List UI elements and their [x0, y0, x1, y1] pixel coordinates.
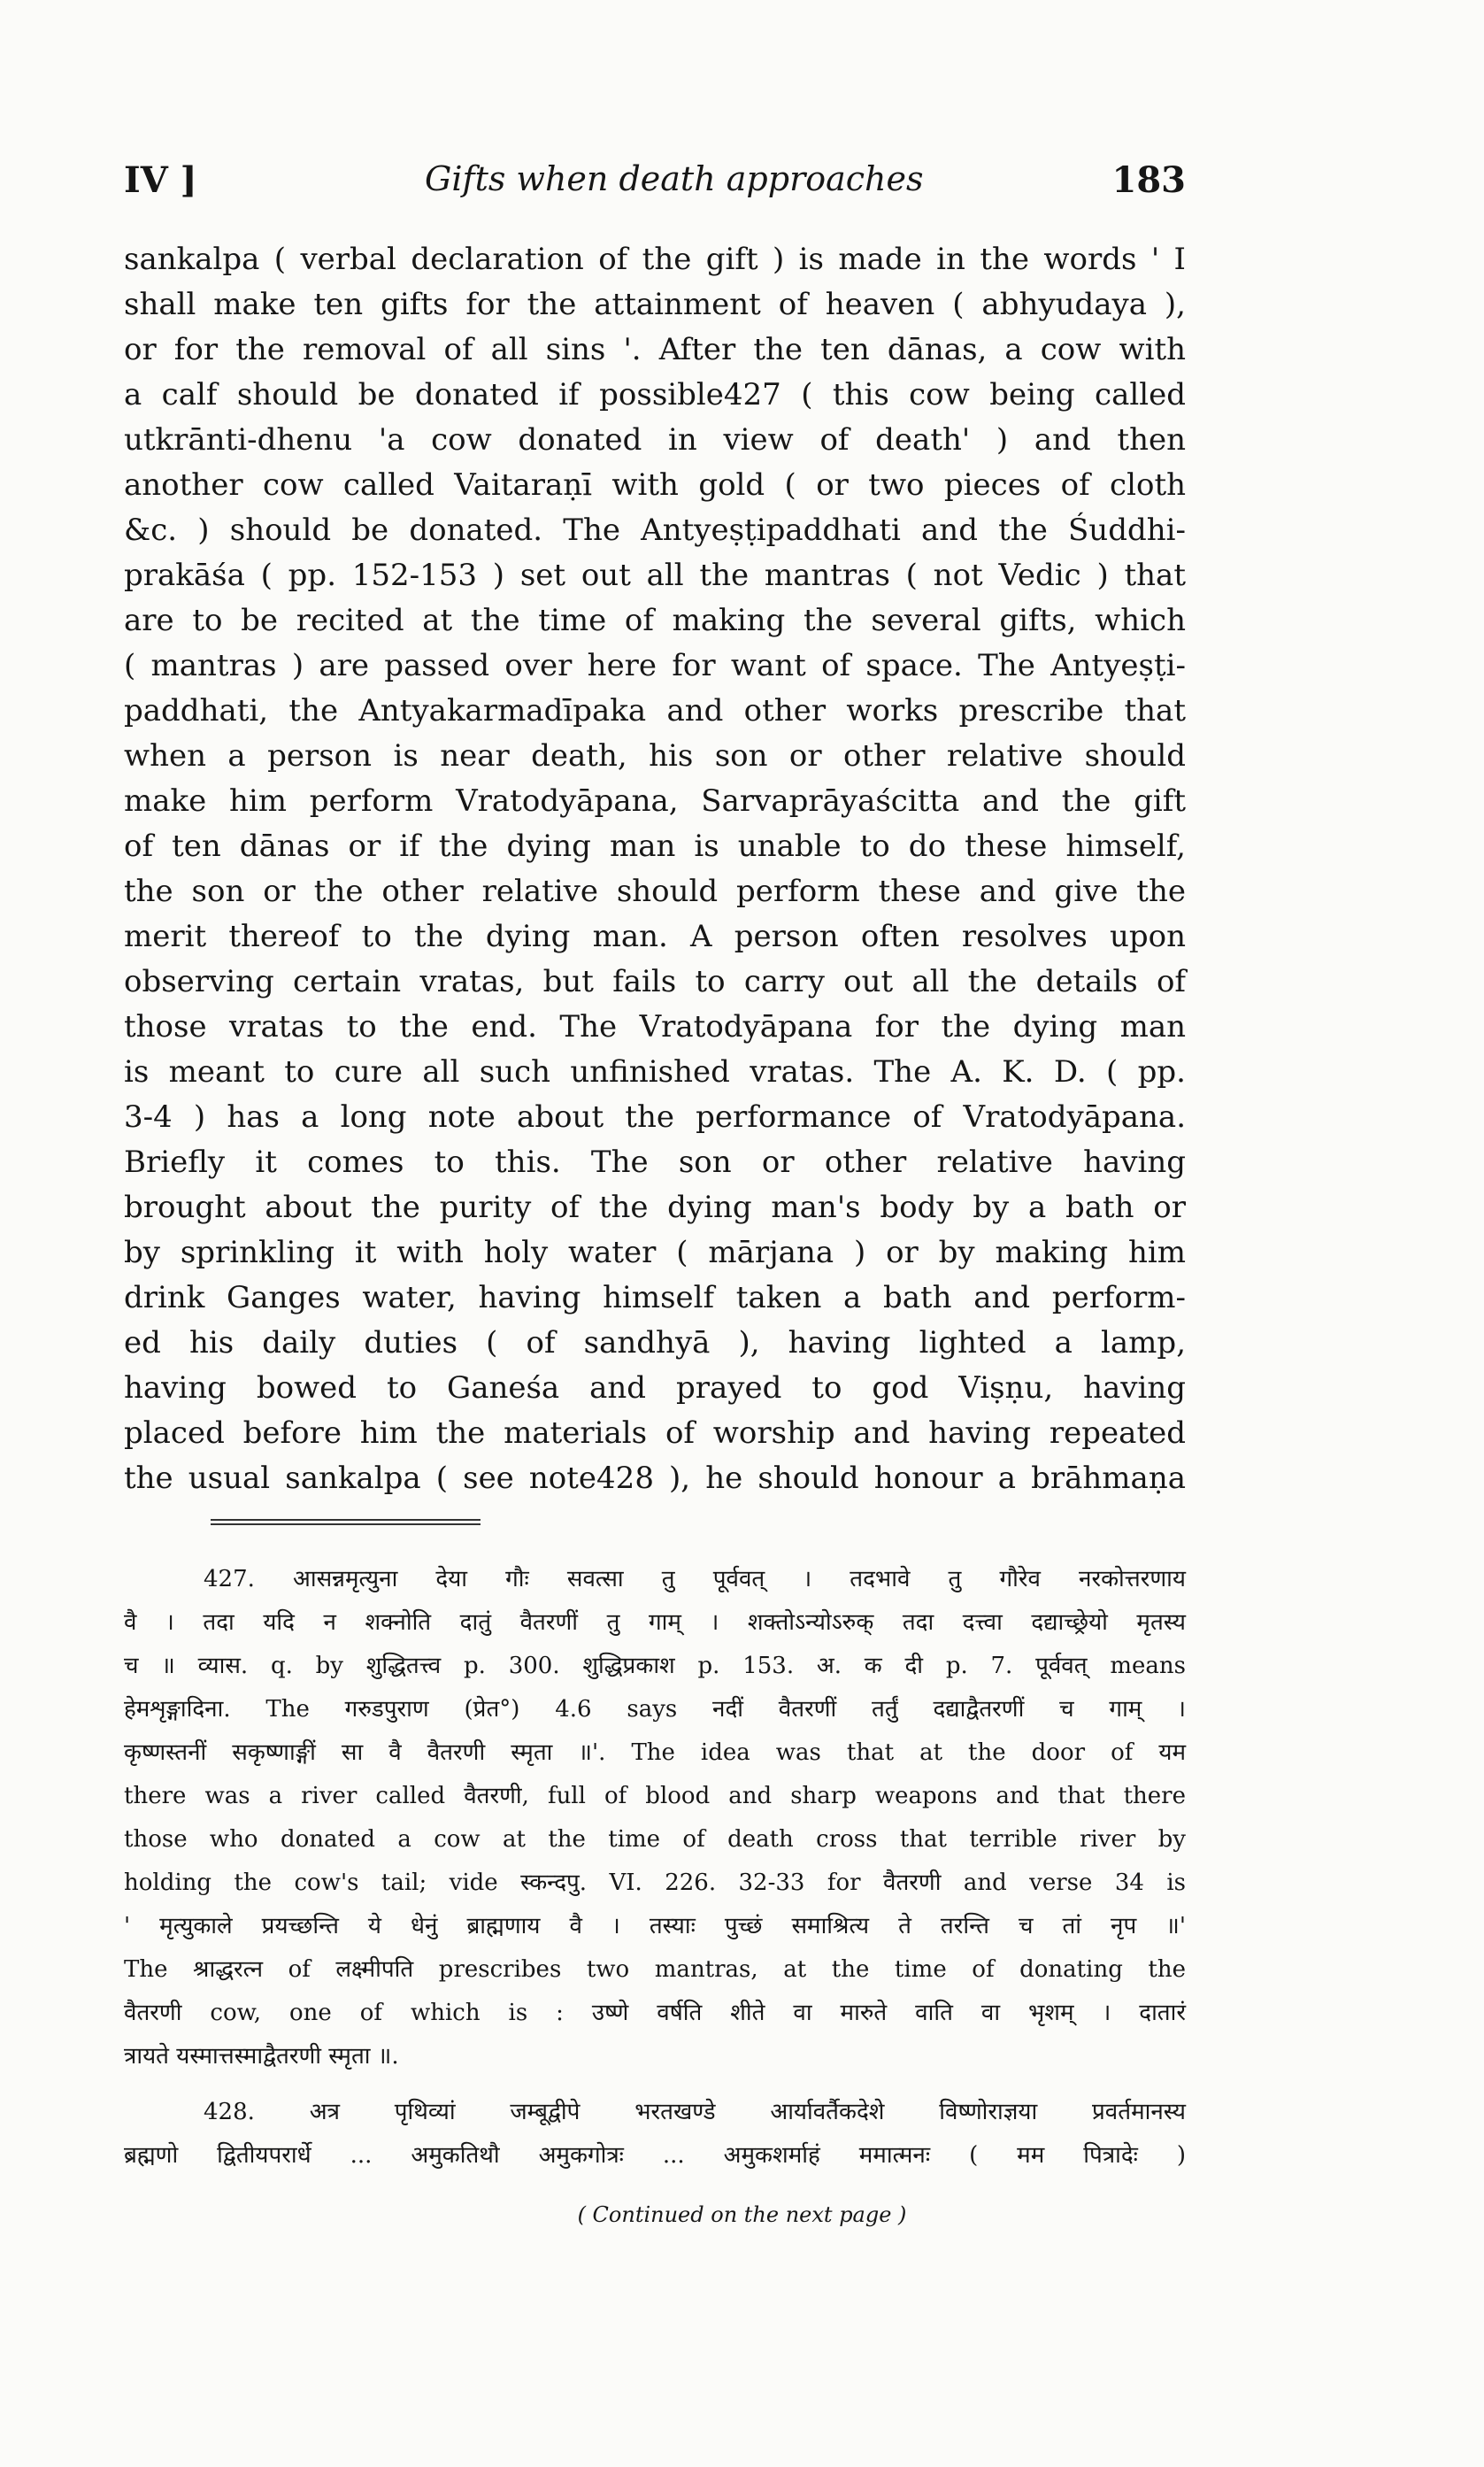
text-line: brought about the purity of the dying man's body by a bath or	[124, 1190, 1186, 1225]
text-line: the usual sankalpa ( see note428 ), he should honour a brāhmaṇa	[124, 1461, 1186, 1496]
text-line: ed his daily duties ( of sandhyā ), having lighted a lamp,	[124, 1325, 1186, 1361]
text-line: is meant to cure all such unfinished vratas. The A. K. D. ( pp.	[124, 1054, 1186, 1090]
text-line: are to be recited at the time of making the several gifts, which	[124, 603, 1186, 638]
text-line: sankalpa ( verbal declaration of the gift ) is made in the words ' I	[124, 242, 1186, 277]
text-line: a calf should be donated if possible427 ( this cow being called	[124, 377, 1186, 412]
text-line: 3-4 ) has a long note about the performance of Vratodyāpana.	[124, 1099, 1186, 1135]
main-text	[124, 237, 1186, 1501]
text-line: drink Ganges water, having himself taken a bath and perform-	[124, 1280, 1186, 1315]
text-line: another cow called Vaitaraṇī with gold ( or two pieces of cloth	[124, 467, 1186, 503]
footnote-line: ब्रह्मणो द्वितीयपरार्धे ... अमुकतिथौ अमुकगोत्रः ... अमुकशर्माहं ममात्मनः ( मम पित्रादेः )	[124, 2142, 1186, 2169]
footnote-line: ' मृत्युकाले प्रयच्छन्ति ये धेनुं ब्राह्मणाय वै । तस्याः पुच्छं समाश्रित्य ते तरन्ति च तां नृप ॥'	[124, 1913, 1186, 1939]
footnote-line: holding the cow's tail; vide स्कन्दपु. VI. 226. 32-33 for वैतरणी and verse 34 is	[124, 1870, 1186, 1896]
running-header	[124, 159, 1186, 212]
text-line: utkrānti-dhenu 'a cow donated in view of death' ) and then	[124, 422, 1186, 458]
text-line: paddhati, the Antyakarmadīpaka and other works prescribe that	[124, 693, 1186, 729]
text-line: those vratas to the end. The Vratodyāpana for the dying man	[124, 1009, 1186, 1045]
footnote-line: वैतरणी cow, one of which is : उष्णे वर्षति शीते वा मारुते वाति वा भृशम् । दातारं	[124, 2000, 1186, 2026]
chapter-marker: IV ]	[124, 159, 197, 201]
footnote-line: वै । तदा यदि न शक्नोति दातुं वैतरणीं तु गाम् । शक्तोऽन्योऽरुक् तदा दत्त्वा दद्याच्छ्रेयो मृतस्य	[124, 1609, 1186, 1636]
footnote-line: The श्राद्धरत्न of लक्ष्मीपति prescribes two mantras, at the time of donating the	[124, 1956, 1186, 1983]
text-line: placed before him the materials of worship and having repeated	[124, 1415, 1186, 1451]
footnote-line: हेमशृङ्गादिना. The गरुडपुराण (प्रेत°) 4.6 says नदीं वैतरणीं तर्तुं दद्याद्वैतरणीं च गाम् ।	[124, 1696, 1186, 1723]
text-line: by sprinkling it with holy water ( mārjana ) or by making him	[124, 1235, 1186, 1270]
text-line: ( mantras ) are passed over here for want of space. The Antyeṣṭi-	[124, 648, 1186, 683]
continued-note: ( Continued on the next page )	[577, 2202, 907, 2227]
text-line: the son or the other relative should perform these and give the	[124, 874, 1186, 909]
running-title: Gifts when death approaches	[425, 159, 924, 198]
text-line: having bowed to Ganeśa and prayed to god Viṣṇu, having	[124, 1370, 1186, 1406]
text-line: observing certain vratas, but fails to carry out all the details of	[124, 964, 1186, 999]
footnote-line: there was a river called वैतरणी, full of blood and sharp weapons and that there	[124, 1783, 1186, 1809]
footnote-line: कृष्णस्तनीं सकृष्णाङ्गीं सा वै वैतरणी स्मृता ॥'. The idea was that at the door of यम	[124, 1739, 1186, 1766]
footnotes	[124, 1558, 1186, 2178]
footnote-line: 427. आसन्नमृत्युना देया गौः सवत्सा तु पूर्ववत् । तदभावे तु गौरेव नरकोत्तरणाय	[204, 1566, 1186, 1592]
text-line: &c. ) should be donated. The Antyeṣṭipaddhati and the Śuddhi-	[124, 513, 1186, 548]
footnote-line: त्रायते यस्मात्तस्माद्वैतरणी स्मृता ॥.	[124, 2043, 399, 2070]
text-line: when a person is near death, his son or other relative should	[124, 738, 1186, 774]
footnote-line: च ॥ व्यास. q. by शुद्धितत्त्व p. 300. शुद्धिप्रकाश p. 153. अ. क दी p. 7. पूर्ववत् means	[124, 1653, 1186, 1679]
footnote-line: those who donated a cow at the time of death cross that terrible river by	[124, 1826, 1186, 1853]
text-line: prakāśa ( pp. 152-153 ) set out all the mantras ( not Vedic ) that	[124, 558, 1186, 593]
text-line: of ten dānas or if the dying man is unable to do these himself,	[124, 829, 1186, 864]
footnote-line: 428. अत्र पृथिव्यां जम्बूद्वीपे भरतखण्डे आर्यावर्तैकदेशे विष्णोराज्ञया प्रवर्तमानस्य	[204, 2099, 1186, 2125]
text-line: Briefly it comes to this. The son or other relative having	[124, 1145, 1186, 1180]
text-line: shall make ten gifts for the attainment of heaven ( abhyudaya ),	[124, 287, 1186, 322]
text-line: make him perform Vratodyāpana, Sarvaprāyaścitta and the gift	[124, 783, 1186, 819]
page-number: 183	[1111, 159, 1186, 201]
footnote-divider	[211, 1519, 481, 1525]
text-line: merit thereof to the dying man. A person often resolves upon	[124, 919, 1186, 954]
text-line: or for the removal of all sins '. After the ten dānas, a cow with	[124, 332, 1186, 367]
